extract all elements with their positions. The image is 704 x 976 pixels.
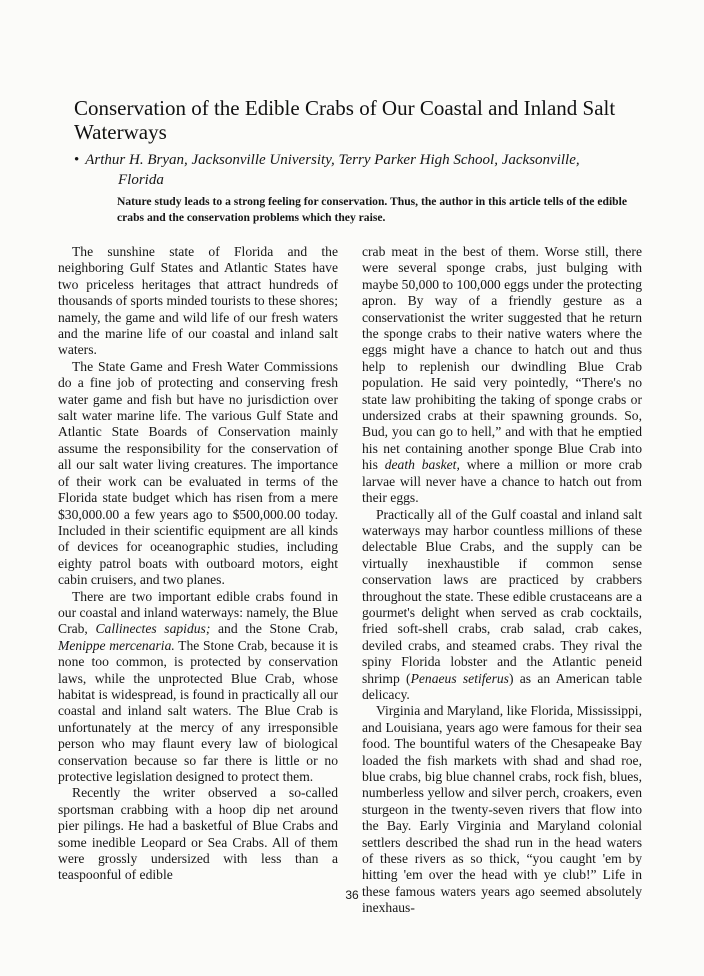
text-run: Practically all of the Gulf coastal and inland salt waterways may harbor countless millions of these delectable Blue Crabs, and the supply can be virtually inexhaustible if common sense conservation laws are practiced by crabbers throughout the state. These edible crustaceans are a gourmet's delight when served as crab cocktails, fried soft-shell crabs, crab salad, crab cakes, deviled crabs, and steamed crabs. They rival the spiny Florida lobster and the Atlantic peneid shrimp ( <box>362 506 642 686</box>
text-run: There are two important edible crabs found in our coastal and inland waterways: namely, the Blue Crab, <box>58 588 338 637</box>
right-column <box>362 244 642 917</box>
byline-line-1: Arthur H. Bryan, Jacksonville University, Terry Parker High School, Jacksonville, <box>85 152 580 168</box>
text-run: The Stone Crab, because it is none too common, is protected by conservation laws, while the unprotected Blue Crab, whose habitat is widespread, is found in practically all our coastal and inland salt waters. The Blue Crab is unfortunately at the mercy of any irresponsible person who may flaunt every law of biological conservation because so far there is little or no protective legislation designed to protect them. <box>58 637 338 784</box>
byline-line-2: Florida <box>118 172 164 188</box>
paragraph <box>362 244 642 507</box>
paragraph: Recently the writer observed a so-called sportsman crabbing with a hoop dip net around pier pilings. He had a basketful of Blue Crabs and some inedible Leopard or Sea Crabs. All of them were grossly undersized with less than a teaspoonful of edible <box>58 785 338 883</box>
species-name: Penaeus setiferus <box>410 670 509 686</box>
paragraph: The sunshine state of Florida and the neighboring Gulf States and Atlantic States have two priceless heritages that attract hundreds of thousands of sports minded tourists to these shores; namely, the game and wild life of our fresh waters and the marine life of our coastal and inland salt waters. <box>58 244 338 358</box>
paragraph: The State Game and Fresh Water Commissions do a fine job of protecting and conserving fresh water game and fish but have no jurisdiction over salt water marine life. The various Gulf State and Atlantic State Boards of Conservation mainly assume the responsibility for the conservation of all our salt water living creatures. The importance of their work can be evaluated in terms of the Florida state budget which has risen from a mere $30,000.00 a few years ago to $500,000.00 today. Included in their scientific equipment are all kinds of devices for oceanographic studies, including eighty patrol boats with outboard motors, eight cabin cruisers, and two planes. <box>58 358 338 588</box>
paragraph <box>58 589 338 786</box>
paragraph: Virginia and Maryland, like Florida, Mississippi, and Louisiana, years ago were famous for their sea food. The bountiful waters of the Chesapeake Bay loaded the fish markets with shad and shad roe, blue crabs, big blue channel crabs, rock fish, blues, numberless yellow and silver perch, croakers, even sturgeon in the twenty-seven rivers that flow into the Bay. Early Virginia and Maryland colonial settlers described the shad run in the head waters of these rivers as so thick, “you caught 'em by hitting 'em over the head with ye club!” Life in these famous waters years ago seemed absolutely inexhaus- <box>362 703 642 916</box>
text-run: where a million or more crab larvae will never have a chance to hatch out from their eggs. <box>362 457 642 506</box>
text-run: ) as an American table delicacy. <box>362 670 642 702</box>
text-run: crab meat in the best of them. Worse still, there were several sponge crabs, just bulging with maybe 50,000 to 100,000 eggs under the protecting apron. By way of a friendly gesture as a conservationist the writer suggested that he return the sponge crabs to their native waters where the eggs might have a chance to hatch out and thus help to replenish our dwindling Blue Crab population. He said very pointedly, “There's no state law prohibiting the taking of sponge crabs or undersized crabs at their spawning grounds. So, Bud, you can go to hell,” and with that he emptied his net containing another sponge Blue Crab into his <box>362 244 642 473</box>
text-run: and the Stone Crab, <box>210 621 338 637</box>
article-title: Conservation of the Edible Crabs of Our Coastal and Inland Salt Waterways <box>74 96 616 144</box>
emphasis: death basket, <box>384 457 460 473</box>
left-column <box>58 244 338 884</box>
byline-bullet: • <box>74 152 80 168</box>
article-abstract: Nature study leads to a strong feeling for conservation. Thus, the author in this article tells of the edible crabs and the conservation problems which they raise. <box>117 195 627 224</box>
paragraph <box>362 507 642 704</box>
author-byline <box>74 150 654 190</box>
species-name: Callinectes sapidus; <box>95 621 211 637</box>
species-name: Menippe mercenaria. <box>58 637 175 653</box>
page-number: 36 <box>345 888 359 902</box>
